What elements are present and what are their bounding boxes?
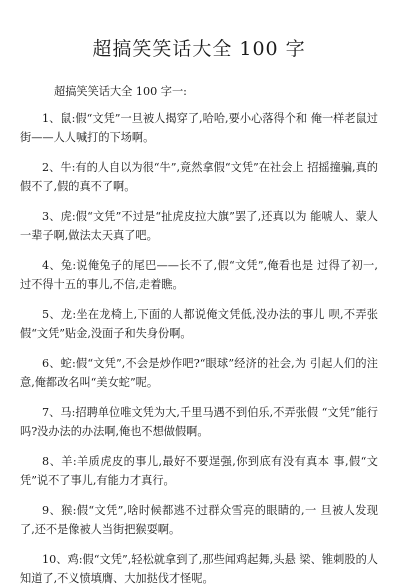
entry-text: 蛇:假“文凭”,不会是炒作吧?“眼球”经济的社会,为 引起人们的注意,俺都改名叫“美女蛇”呢。: [20, 357, 378, 389]
entry-number: 9、: [42, 504, 62, 517]
joke-list: [20, 109, 378, 588]
page-title: 超搞笑笑话大全 100 字: [92, 38, 306, 60]
entry-text: 鼠:假“文凭”一旦被人揭穿了,哈哈,要小心落得个和 俺一样老鼠过街——人人喊打的下场啊。: [20, 112, 378, 144]
joke-entry-dragon: [20, 305, 378, 343]
joke-entry-rabbit: [20, 256, 378, 294]
joke-entry-horse: [20, 403, 378, 441]
entry-number: 4、: [42, 259, 61, 272]
entry-text: 兔:说俺兔子的尾巴——长不了,假“文凭”,俺看也是 过得了初一,过不得十五的事儿,不信,走着瞧。: [20, 259, 378, 291]
joke-entry-sheep: [20, 452, 378, 490]
joke-entry-monkey: [20, 501, 378, 539]
entry-number: 1、: [42, 112, 61, 125]
joke-entry-ox: [20, 158, 378, 196]
entry-text: 猴:假“文凭”,啥时候都逃不过群众雪亮的眼睛的,一 旦被人发现了,还不是像被人当街把猴耍啊。: [20, 504, 378, 536]
entry-text: 龙:坐在龙椅上,下面的人都说俺文凭低,没办法的事儿 呗,不弄张假“文凭”贴金,没面子和失身份啊。: [20, 308, 378, 340]
entry-text: 鸡:假“文凭”,轻松就拿到了,那些闻鸡起舞,头悬 梁、锥刺股的人知道了,不义愤填膺、大加挞伐才怪呢。: [20, 553, 378, 585]
entry-number: 10、: [42, 553, 68, 566]
joke-entry-rat: [20, 109, 378, 147]
entry-text: 羊:羊质虎皮的事儿,最好不要逞强,你到底有没有真本 事,假“文凭”说不了事儿,有能力才真行。: [20, 455, 378, 487]
entry-number: 6、: [42, 357, 61, 370]
entry-number: 3、: [42, 210, 61, 223]
entry-text: 牛:有的人自以为很“牛”,竟然拿假“文凭”在社会上 招摇撞骗,真的假不了,假的真不了啊。: [20, 161, 378, 193]
section-subtitle: 超搞笑笑话大全 100 字一:: [54, 85, 187, 98]
entry-number: 7、: [42, 406, 61, 419]
entry-number: 2、: [42, 161, 61, 174]
joke-entry-rooster: [20, 550, 378, 588]
entry-text: 马:招聘单位唯文凭为大,千里马遇不到伯乐,不弄张假 “文凭”能行吗?没办法的办法啊,俺也不想做假啊。: [20, 406, 378, 438]
entry-text: 虎:假“文凭”不过是“扯虎皮拉大旗”罢了,还真以为 能唬人、蒙人一辈子啊,做法太天真了吧。: [20, 210, 378, 242]
joke-entry-snake: [20, 354, 378, 392]
entry-number: 5、: [42, 308, 61, 321]
entry-number: 8、: [42, 455, 62, 468]
joke-entry-tiger: [20, 207, 378, 245]
